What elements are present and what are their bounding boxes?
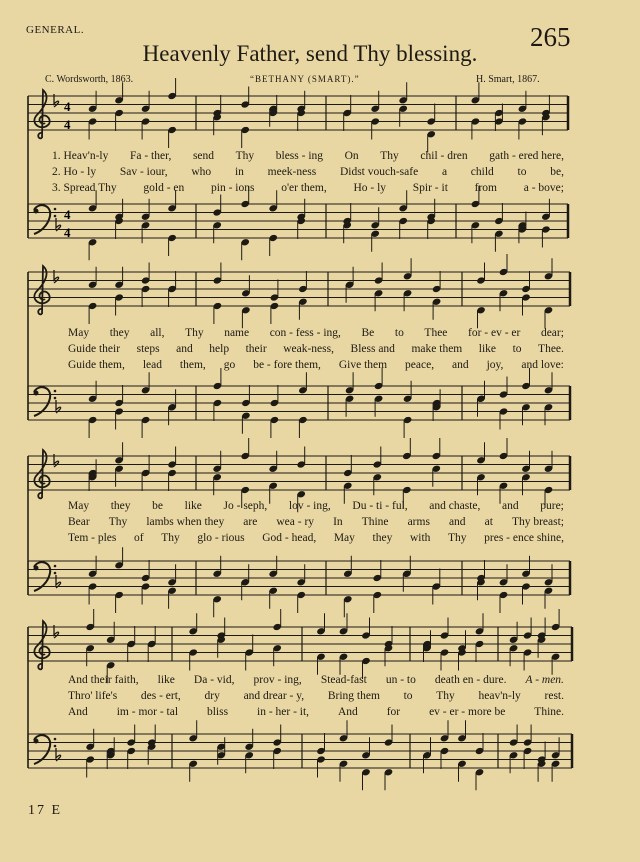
lyric-syllable: they (110, 500, 131, 512)
lyric-syllable: pin - ions (211, 182, 255, 194)
lyric-line (68, 342, 564, 356)
lyric-syllable: of (134, 532, 144, 544)
lyric-syllable: their (245, 343, 267, 355)
lyric-syllable: Tem - ples (68, 532, 117, 544)
hymn-title: Heavenly Father, send Thy blessing. (142, 41, 478, 66)
lyric-syllable: and (448, 516, 466, 528)
lyric-syllable: un - to (385, 674, 416, 686)
lyric-syllable: they (109, 327, 130, 339)
lyric-syllable: help (209, 343, 230, 355)
lyric-syllable: Stead-fast (320, 674, 367, 686)
lyric-syllable: peace, (405, 359, 435, 371)
lyric-syllable: for (386, 706, 401, 718)
lyric-syllable: gath - ered here, (489, 150, 564, 162)
lyric-syllable: be, (550, 166, 564, 178)
bass-clef-dot (54, 565, 57, 568)
lyric-syllable: Give them (338, 359, 388, 371)
lyric-syllable: chil - dren (420, 150, 468, 162)
lyric-line (68, 515, 564, 529)
lyric-syllable: And (337, 706, 358, 718)
bass-clef-dot (54, 745, 57, 748)
treble-clef-icon (34, 450, 49, 498)
bass-clef-dot (54, 572, 57, 575)
lyric-syllable: to (403, 690, 413, 702)
lyric-syllable: In (333, 516, 343, 528)
lyric-syllable: Guide their (68, 343, 121, 355)
lyric-syllable: from (474, 182, 497, 194)
lyric-syllable: Da - vid, (193, 674, 235, 686)
author-credit: C. Wordsworth, 1863. (45, 74, 134, 85)
lyric-syllable: be (152, 500, 164, 512)
time-signature: 4 (64, 117, 71, 132)
lyric-syllable: Bear (68, 516, 90, 528)
lyric-syllable: glo - rious (197, 532, 245, 544)
lyric-syllable: in - her - it, (257, 706, 310, 718)
lyric-syllable: a (441, 166, 448, 178)
time-signature: 4 (64, 99, 71, 114)
lyric-syllable: On (344, 150, 359, 162)
lyric-syllable: Spir - it (412, 182, 448, 194)
lyric-syllable: And (68, 706, 88, 718)
section-label: GENERAL. (26, 24, 85, 36)
lyric-syllable: them, (179, 359, 206, 371)
lyric-line (52, 181, 564, 195)
lyric-syllable: Bless and (350, 343, 395, 355)
lyric-syllable: weak-ness, (283, 343, 334, 355)
lyric-syllable: lead (142, 359, 162, 371)
bass-clef-dot (34, 209, 39, 214)
lyric-syllable: send (192, 150, 215, 162)
lyric-syllable: im - mor - tal (116, 706, 179, 718)
lyric-syllable: Thy (380, 150, 399, 162)
lyric-syllable: Fa - ther, (129, 150, 172, 162)
lyric-syllable: like (478, 343, 497, 355)
lyric-line (68, 358, 564, 372)
lyric-syllable: death en - dure. (434, 674, 507, 686)
lyric-syllable: arms (407, 516, 430, 528)
lyric-syllable: Thy (436, 690, 455, 702)
lyric-syllable: Thy (185, 327, 204, 339)
lyric-syllable: 2. Ho - ly (52, 166, 97, 178)
lyric-syllable: May (333, 532, 355, 544)
lyric-syllable: joy, (486, 359, 504, 371)
lyric-syllable: Thy (448, 532, 467, 544)
lyric-syllable: Thy breast; (511, 516, 564, 528)
bass-clef-dot (34, 739, 39, 744)
lyric-line (68, 499, 564, 513)
lyric-syllable: with (409, 532, 431, 544)
lyric-syllable: rest. (544, 690, 564, 702)
lyric-syllable: and love: (521, 359, 564, 371)
lyric-syllable: to (512, 343, 522, 355)
lyric-syllable: May (68, 327, 90, 339)
lyric-line (52, 165, 564, 179)
lyric-syllable: are (243, 516, 258, 528)
lyric-syllable: name (224, 327, 250, 339)
lyric-syllable: wea - ry (276, 516, 315, 528)
lyric-syllable: Thee. (538, 343, 564, 355)
lyric-syllable: they (372, 532, 393, 544)
lyric-syllable: steps (136, 343, 160, 355)
lyric-syllable: Thine. (534, 706, 564, 718)
composer-credit: H. Smart, 1867. (476, 74, 540, 85)
lyric-syllable: pure; (540, 500, 564, 512)
lyric-syllable: Jo - seph, (223, 500, 268, 512)
lyric-syllable: Didst vouch-safe (339, 166, 419, 178)
lyric-syllable: ev - er - more be (429, 706, 506, 718)
hymn-number: 265 (530, 22, 571, 52)
lyric-syllable: Thee (424, 327, 448, 339)
time-signature: 4 (64, 225, 71, 240)
lyric-syllable: who (191, 166, 212, 178)
lyric-syllable: to (394, 327, 404, 339)
lyric-syllable: in (234, 166, 244, 178)
lyric-line (52, 149, 564, 163)
lyric-syllable: and (502, 500, 519, 512)
lyric-syllable: Thy (161, 532, 180, 544)
lyric-syllable: like (184, 500, 202, 512)
lyric-syllable: dry (204, 690, 220, 702)
lyric-syllable: and (452, 359, 469, 371)
lyric-syllable: o'er them, (281, 182, 327, 194)
lyric-syllable: lambs when they (146, 516, 225, 528)
bass-clef-dot (54, 208, 57, 211)
lyric-syllable: Thy (108, 516, 128, 528)
lyric-line (68, 705, 564, 719)
lyric-syllable: go (223, 359, 236, 371)
page-signature: 17 E (28, 803, 63, 818)
lyric-syllable: 1. Heav'n-ly (52, 150, 109, 162)
treble-clef-icon (34, 266, 49, 314)
lyric-line (68, 673, 564, 687)
lyric-syllable: Ho - ly (353, 182, 387, 194)
lyric-syllable: meek-ness (267, 166, 317, 178)
lyric-syllable: bliss (206, 706, 229, 718)
lyric-syllable: Guide them, (68, 359, 125, 371)
lyric-syllable: con - fess - ing, (269, 327, 341, 339)
treble-clef-icon (34, 90, 49, 138)
lyric-syllable: and (176, 343, 193, 355)
lyric-syllable: Thine (361, 516, 389, 528)
lyric-syllable: a - bove; (523, 182, 564, 194)
lyric-syllable: Bring them (327, 690, 380, 702)
lyric-syllable: be - fore them, (253, 359, 321, 371)
lyric-syllable: Thro' life's (68, 690, 118, 702)
lyric-syllable: des - ert, (140, 690, 181, 702)
bass-clef-dot (34, 391, 39, 396)
lyric-syllable: heav'n-ly (478, 690, 521, 702)
time-signature: 4 (64, 207, 71, 222)
lyric-syllable: lov - ing, (288, 500, 331, 512)
lyric-syllable: Du - ti - ful, (352, 500, 408, 512)
lyric-syllable: make them (411, 343, 463, 355)
lyric-syllable: gold - en (143, 182, 185, 194)
lyric-syllable: and chaste, (429, 500, 481, 512)
lyric-syllable: to (517, 166, 527, 178)
lyric-line (68, 689, 564, 703)
lyric-syllable: God - head, (262, 532, 317, 544)
lyric-syllable: 3. Spread Thy (52, 182, 117, 194)
bass-clef-dot (54, 215, 57, 218)
tune-name: “BETHANY (SMART).” (250, 74, 360, 84)
lyric-syllable: child (470, 166, 494, 178)
lyric-syllable: And their faith, (68, 674, 139, 686)
lyric-syllable: like (157, 674, 175, 686)
lyric-line (68, 531, 564, 545)
lyric-syllable: and drear - y, (243, 690, 305, 702)
lyric-line (68, 326, 564, 340)
lyric-syllable: for - ev - er (468, 327, 521, 339)
bass-clef-dot (34, 566, 39, 571)
lyric-syllable: Thy (235, 150, 255, 162)
lyric-syllable: at (484, 516, 493, 528)
lyric-syllable: dear; (540, 327, 564, 339)
lyric-syllable: A - men. (525, 674, 564, 686)
lyric-syllable: Be (361, 327, 375, 339)
lyric-syllable: Sav - iour, (119, 166, 168, 178)
bass-clef-dot (54, 397, 57, 400)
lyric-syllable: May (68, 500, 90, 512)
lyric-syllable: pres - ence shine, (484, 532, 564, 544)
treble-clef-icon (34, 621, 49, 669)
lyric-syllable: bless - ing (275, 150, 324, 162)
bass-clef-dot (54, 390, 57, 393)
lyric-syllable: all, (150, 327, 165, 339)
bass-clef-dot (54, 738, 57, 741)
lyric-syllable: prov - ing, (253, 674, 302, 686)
